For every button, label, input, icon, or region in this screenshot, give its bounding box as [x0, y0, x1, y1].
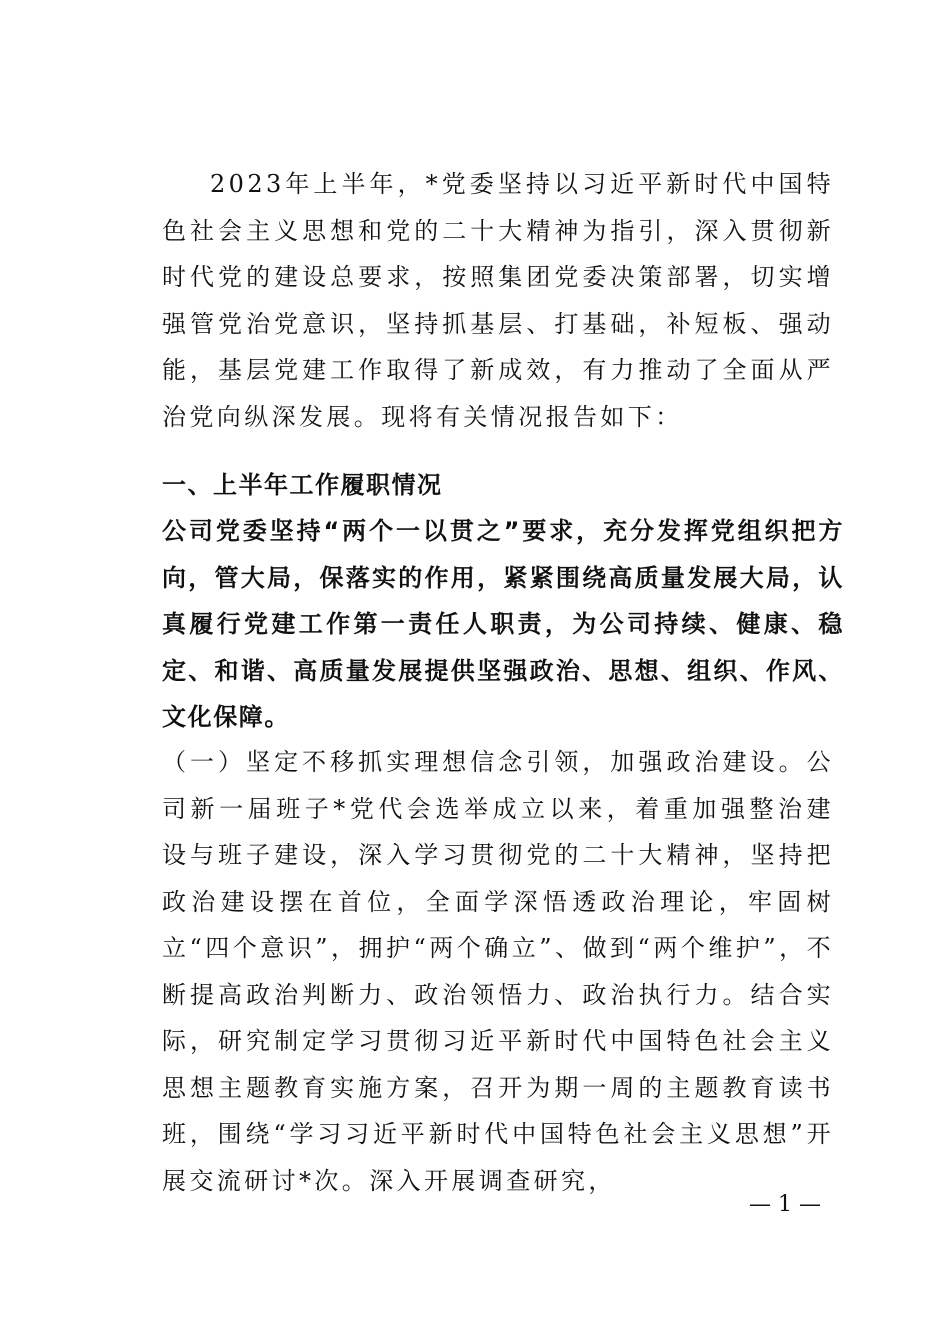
section-1-paragraph: （一）坚定不移抓实理想信念引领，加强政治建设。公司新一届班子*党代会选举成立以来，着重加强整治建设与班子建设，深入学习贯彻党的二十大精神，坚持把政治建设摆在首位，全面学深悟透政治理论，牢固树立“四个意识”，拥护“两个确立”、做到“两个维护”，不断提高政治判断力、政治领悟力、政治执行力。结合实际，研究制定学习贯彻习近平新时代中国特色社会主义思想主题教育实施方案，召开为期一周的主题教育读书班，围绕“学习习近平新时代中国特色社会主义思想”开展交流研讨*次。深入开展调查研究，: [162, 748, 834, 1195]
page-number: — 1 —: [749, 1192, 821, 1217]
intro-paragraph: 2023年上半年，*党委坚持以习近平新时代中国特色社会主义思想和党的二十大精神为指引，深入贯彻新时代党的建设总要求，按照集团党委决策部署，切实增强管党治党意识，坚持抓基层、打基础，补短板、强动能，基层党建工作取得了新成效，有力推动了全面从严治党向纵深发展。现将有关情况报告如下：: [162, 170, 834, 431]
summary-paragraph: 公司党委坚持“两个一以贯之”要求，充分发挥党组织把方向，管大局，保落实的作用，紧紧围绕高质量发展大局，认真履行党建工作第一责任人职责，为公司持续、健康、稳定、和谐、高质量发展提供坚强政治、思想、组织、作风、文化保障。: [162, 517, 844, 731]
section-heading-1: 一、上半年工作履职情况: [162, 471, 443, 499]
